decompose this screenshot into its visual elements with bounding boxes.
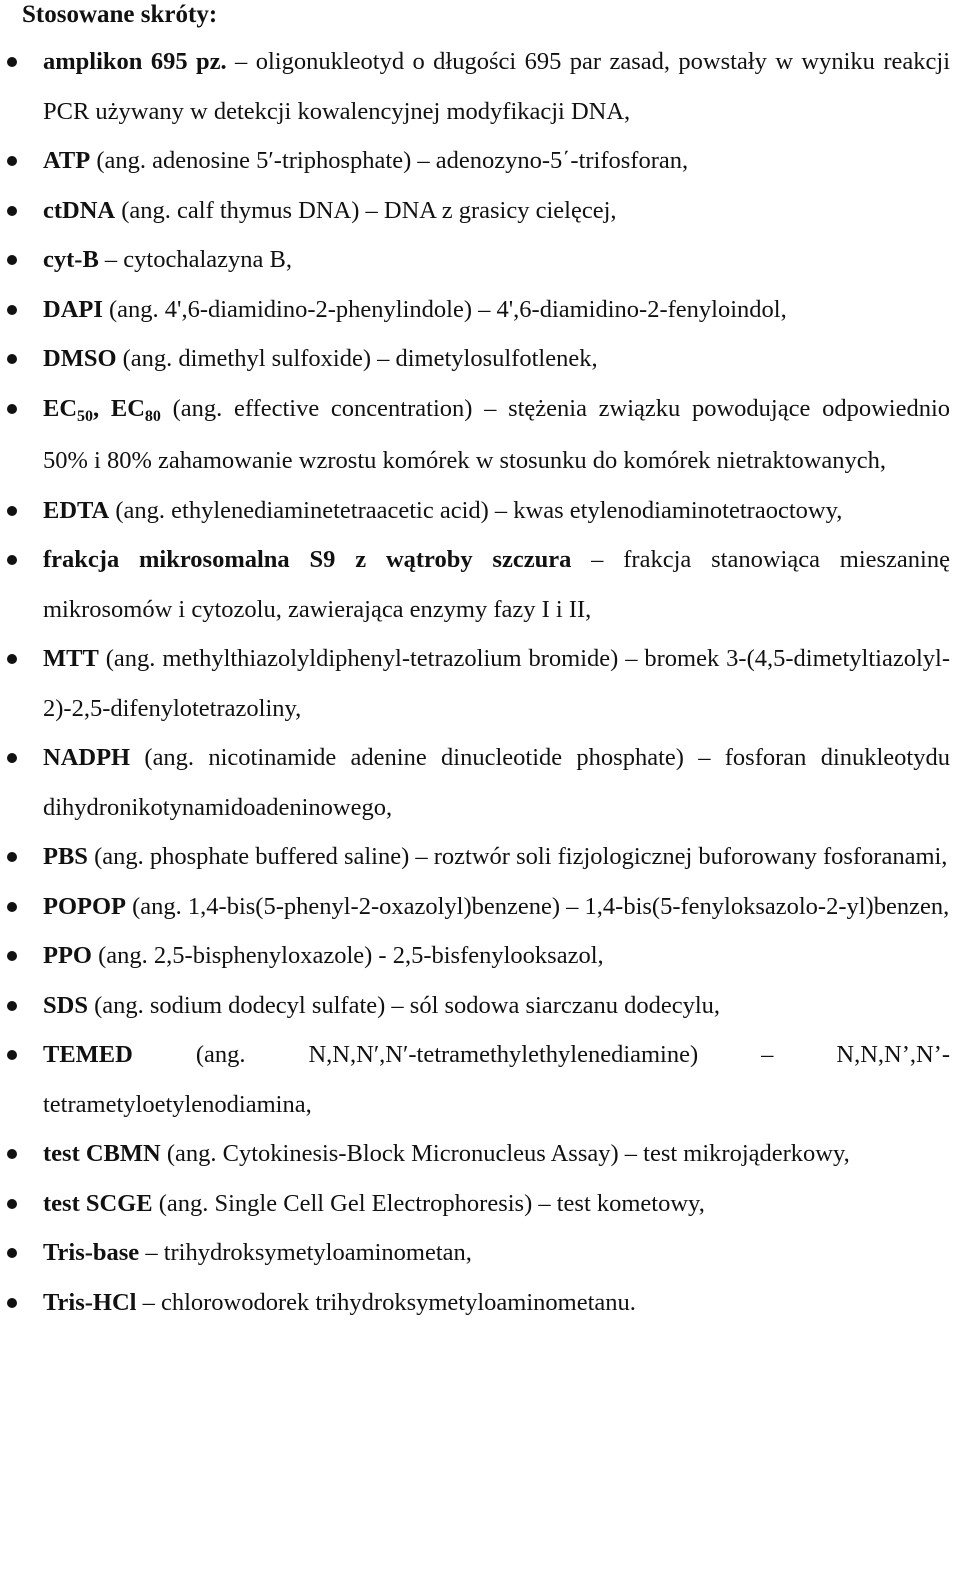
list-item	[0, 634, 950, 733]
abbreviation-description: (ang. effective concentration) – stężenia związku powodujące odpowiednio 50% i 80% zahamowanie wzrostu komórek w stosunku do komórek nietraktowanych,	[43, 394, 950, 474]
list-item	[0, 535, 950, 634]
abbreviation-term	[43, 394, 161, 425]
abbreviation-list	[0, 37, 960, 1327]
bullet-icon	[7, 305, 17, 315]
abbreviation-term: PBS	[43, 843, 88, 870]
list-item	[0, 1030, 950, 1129]
list-item	[0, 931, 950, 981]
list-item	[0, 1129, 950, 1179]
abbreviation-term: SDS	[43, 991, 88, 1019]
bullet-icon	[7, 1298, 17, 1308]
abbreviation-description: (ang. 1,4-bis(5-phenyl-2-oxazolyl)benzene) – 1,4-bis(5-fenyloksazolo-2-yl)benzen,	[126, 892, 950, 920]
bullet-icon	[7, 1248, 17, 1258]
list-item	[0, 1228, 950, 1278]
abbreviation-term: Tris-HCl	[43, 1288, 137, 1316]
abbreviation-description: – chlorowodorek trihydroksymetyloaminometanu.	[136, 1288, 636, 1316]
list-item	[0, 882, 950, 932]
bullet-icon	[7, 852, 17, 862]
list-item	[0, 285, 950, 335]
abbreviation-term: NADPH	[43, 744, 131, 771]
bullet-icon	[7, 951, 17, 961]
abbreviation-description: (ang. ethylenediaminetetraacetic acid) – kwas etylenodiaminotetraoctowy,	[109, 496, 843, 524]
abbreviation-description: (ang. Single Cell Gel Electrophoresis) – test kometowy,	[152, 1189, 705, 1217]
list-item	[0, 334, 950, 384]
bullet-icon	[7, 57, 17, 67]
abbreviation-term: amplikon 695 pz.	[43, 48, 227, 75]
list-item	[0, 1179, 950, 1229]
abbreviation-term: ctDNA	[43, 196, 116, 224]
list-item	[0, 235, 950, 285]
bullet-icon	[7, 156, 17, 166]
abbreviation-description: (ang. methylthiazolyldiphenyl-tetrazolium bromide) – bromek 3-(4,5-dimetyltiazolyl-2)-2,5-difenylotetrazoliny,	[43, 645, 950, 722]
abbreviation-term: frakcja mikrosomalna S9 z wątroby szczura	[43, 546, 572, 573]
abbreviation-term: test CBMN	[43, 1140, 161, 1167]
abbreviation-term: DAPI	[43, 295, 103, 323]
abbreviation-term: cyt-B	[43, 246, 99, 273]
abbreviation-term: POPOP	[43, 892, 127, 920]
bullet-icon	[7, 1001, 17, 1011]
abbreviation-term: DMSO	[43, 345, 117, 372]
abbreviation-description: (ang. 2,5-bisphenyloxazole) - 2,5-bisfenylooksazol,	[92, 942, 604, 969]
bullet-icon	[7, 753, 17, 763]
list-item	[0, 384, 950, 486]
subscript-80: 80	[144, 407, 161, 425]
abbreviation-description: (ang. 4',6-diamidino-2-phenylindole) – 4',6-diamidino-2-fenyloindol,	[102, 295, 787, 323]
abbreviation-description: – cytochalazyna B,	[98, 246, 292, 273]
list-item	[0, 733, 950, 832]
subscript-50: 50	[77, 407, 94, 425]
bullet-icon	[7, 255, 17, 265]
list-item	[0, 486, 950, 536]
section-heading: Stosowane skróty:	[22, 1, 218, 28]
list-item	[0, 1278, 950, 1328]
abbreviation-term: TEMED	[43, 1041, 133, 1068]
abbreviation-description: – trihydroksymetyloaminometan,	[139, 1239, 472, 1266]
abbreviation-description: (ang. N,N,N′,N′-tetramethylethylenediamine) – N,N,N’,N’-tetrametyloetylenodiamina,	[43, 1041, 950, 1118]
abbreviation-term: EDTA	[43, 496, 110, 524]
term-ec: EC	[43, 394, 78, 422]
abbreviation-description: (ang. sodium dodecyl sulfate) – sól sodowa siarczanu dodecylu,	[87, 991, 721, 1019]
abbreviation-description: (ang. Cytokinesis-Block Micronucleus Assay) – test mikrojąderkowy,	[160, 1140, 850, 1167]
list-item	[0, 136, 950, 186]
abbreviation-description: (ang. nicotinamide adenine dinucleotide phosphate) – fosforan dinukleotydu dihydronikotynamidoadeninowego,	[43, 744, 950, 821]
list-item	[0, 186, 950, 236]
bullet-icon	[7, 1050, 17, 1060]
bullet-icon	[7, 506, 17, 516]
abbreviation-term: ATP	[43, 147, 91, 174]
bullet-icon	[7, 354, 17, 364]
bullet-icon	[7, 404, 17, 414]
list-item	[0, 832, 950, 882]
abbreviation-description: (ang. adenosine 5′-triphosphate) – adenozyno-5΄-trifosforan,	[90, 147, 689, 174]
bullet-icon	[7, 902, 17, 912]
abbreviation-term: MTT	[43, 645, 99, 672]
abbreviation-description: (ang. phosphate buffered saline) – roztwór soli fizjologicznej buforowany fosforanami,	[87, 843, 948, 870]
abbreviation-term: PPO	[43, 942, 92, 969]
abbreviation-description: (ang. dimethyl sulfoxide) – dimetylosulfotlenek,	[116, 345, 598, 372]
bullet-icon	[7, 555, 17, 565]
abbreviation-description: (ang. calf thymus DNA) – DNA z grasicy cielęcej,	[115, 196, 617, 224]
bullet-icon	[7, 1149, 17, 1159]
bullet-icon	[7, 1199, 17, 1209]
abbreviation-term: Tris-base	[43, 1239, 140, 1266]
term-separator: , EC	[93, 394, 145, 422]
abbreviation-description: – frakcja stanowiąca mieszaninę mikrosomów i cytozolu, zawierająca enzymy fazy I i II,	[43, 546, 950, 623]
list-item	[0, 981, 950, 1031]
bullet-icon	[7, 206, 17, 216]
abbreviation-description: – oligonukleotyd o długości 695 par zasad, powstały w wyniku reakcji PCR używany w detekcji kowalencyjnej modyfikacji DNA,	[43, 48, 950, 125]
bullet-icon	[7, 654, 17, 664]
list-item	[0, 37, 950, 136]
abbreviation-term: test SCGE	[43, 1189, 153, 1217]
